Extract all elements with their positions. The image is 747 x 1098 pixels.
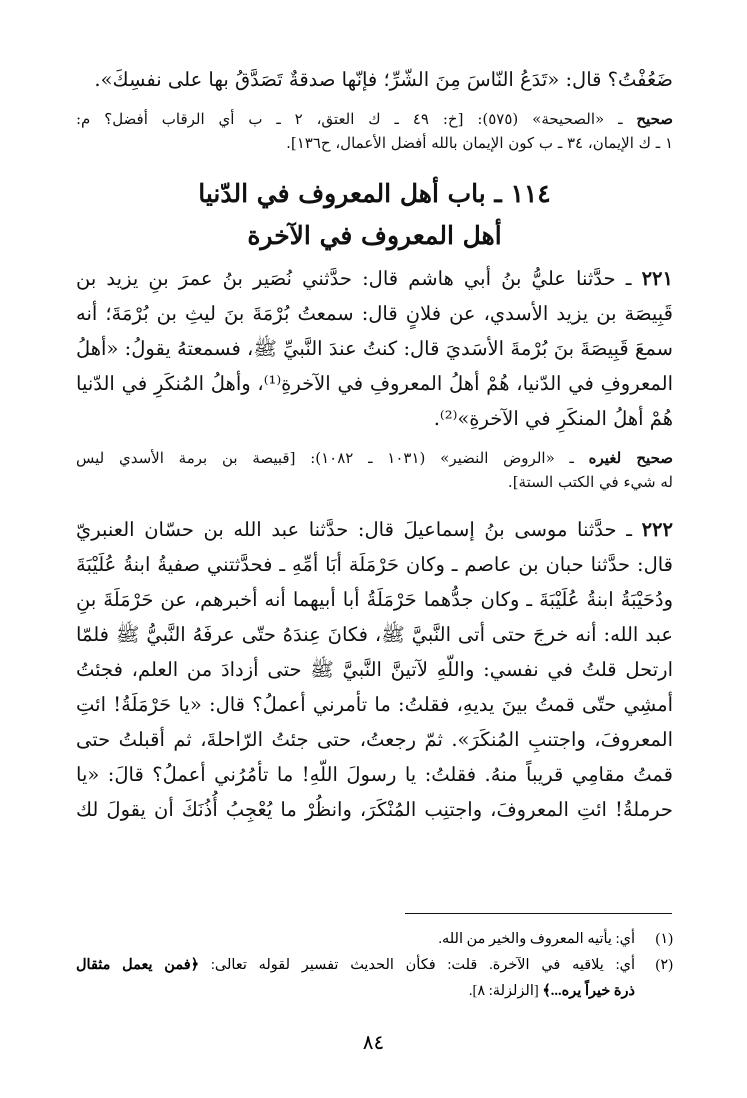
footnote-divider	[405, 913, 672, 914]
source-text: ـ «الصحيحة» (٥٧٥): [خ: ٤٩ ـ ك العتق، ٢ ـ ب أي الرقاب أفضل؟ م:	[76, 110, 637, 128]
hadith-text-line: المعروفَ، واجتنبِ المُنكَرَ». ثمّ رجعتُ، حتى جئتُ الرّاحلةَ، ثم أقبلتُ حتى	[76, 728, 673, 751]
footnote-text: [الزلزلة: ٨].	[468, 983, 543, 999]
hadith-text-line: ـ حدَّثنا عليُّ بنُ أبي هاشم قال: حدَّثني نُصَير بنُ عمرَ بنِ يزيد بن	[76, 267, 642, 290]
hadith-text-line: ارتحل قلتُ في نفسي: واللّهِ لآتينَّ النَّبيَّ ﷺ حتى أزدادَ من العلم، فجئتُ	[76, 658, 673, 681]
continuation-line	[76, 62, 673, 97]
hadith-222	[76, 512, 673, 827]
hadith-number: ٢٢٢	[641, 518, 673, 541]
quran-verse: ذرة خيراً يره...﴾	[542, 983, 635, 999]
grade-label: صحيح	[636, 110, 674, 128]
footnote-2	[76, 952, 673, 978]
page-number: ٨٤	[362, 1032, 385, 1054]
source-line-1	[76, 446, 673, 470]
source-line-1	[76, 107, 673, 131]
footnote-text: أي: يأتيه المعروف والخير من الله.	[438, 931, 635, 947]
footnote-2-cont	[76, 978, 673, 1004]
source-line-2: ١ ـ ك الإيمان، ٣٤ ـ ب كون الإيمان بالله أفضل الأعمال، ح١٣٦].	[286, 134, 673, 152]
hadith-text-line: هُمْ أهلُ المنكَرِ في الآخرةِ»⁽²⁾.	[433, 407, 673, 430]
continuation-text: ضَعُفْتُ؟ قال: «تَدَعُ النّاسَ مِنَ الشّرِّ؛ فإنّها صدقةٌ تَصَدَّقُ بها على نفسِكَ».	[94, 68, 673, 91]
hadith-number: ٢٢١	[641, 267, 673, 290]
hadith-221	[76, 261, 673, 436]
chapter-heading: ١١٤ ـ باب أهل المعروف في الدّنيا	[198, 179, 551, 208]
source-text: ـ «الروض النضير» (١٠٣١ ـ ١٠٨٢): [قبيصة بن برمة الأسدي ليس	[76, 449, 589, 467]
footnote-text: أي: يلاقيه في الآخرة. قلت: فكأن الحديث تفسير لقوله تعالى:	[199, 957, 635, 973]
hadith-text-line: أمشِي حتّى قمتُ بينَ يديهِ، فقلتُ: ما تأمرني أعملُ؟ قال: «يا حَرْمَلَةُ! ائتِ	[76, 693, 673, 716]
grade-label: صحيح لغيره	[588, 449, 673, 467]
hadith-text-line: قمتُ مقامِي قريباً منهُ. فقلتُ: يا رسولَ اللّهِ! ما تأمُرُني أعملُ؟ قالَ: «يا	[76, 763, 673, 786]
hadith-text-line: سمعَ قَبِيصَةَ بنَ بُرْمةَ الأسَديَ قال: كنتُ عندَ النَّبيِّ ﷺ، فسمعتهُ يقولُ: «أهلُ	[76, 337, 673, 360]
hadith-text-line: ـ حدَّثنا موسى بنُ إسماعيلَ قال: حدَّثنا عبد الله بن حسّان العنبريّ	[76, 518, 642, 541]
chapter-subheading: أهل المعروف في الآخرة	[247, 221, 502, 250]
source-line-2: له شيء في الكتب الستة].	[507, 473, 673, 491]
hadith-text-line: المعروفِ في الدّنيا، هُمْ أهلُ المعروفِ في الآخرةِ⁽¹⁾، وأهلُ المُنكَرِ في الدّنيا	[76, 372, 673, 395]
hadith-text-line: عبد الله: أنه خرجَ حتى أتى النَّبيَّ ﷺ، فكانَ عِندَهُ حتّى عرفَهُ النَّبيُّ ﷺ فلمّا	[76, 623, 673, 646]
hadith-text-line: ودُحَيْبَةُ ابنةُ عُلَيْبَةَ ـ وكان جدُّهما حَرْمَلَةُ أبا أبيهما أنه أخبرهم، عن حَرْمَلَةَ بنِ	[76, 588, 673, 611]
footnote-number: (٢)	[655, 957, 673, 973]
footnote-1	[76, 926, 673, 952]
quran-verse: ﴿فمن يعمل مثقال	[76, 957, 200, 973]
hadith-text-line: حرملةُ! ائتِ المعروفَ، واجتنِب المُنْكَرَ، وانظُرْ ما يُعْجِبُ أُذُنَكَ أن يقولَ لك	[76, 798, 673, 821]
footnote-number: (١)	[655, 931, 673, 947]
hadith-text-line: قَبِيصَة بن يزيد الأسدي، عن فلانٍ قال: سمعتُ بُرْمَةَ بنَ ليثِ بن بُرْمَةَ؛ أنه	[76, 302, 673, 325]
hadith-text-line: قال: حدَّثنا حبان بن عاصم ـ وكان حَرْمَلَة أبَا أمِّهِ ـ فحدَّثتني صفيةُ ابنةُ عُلَيْبَةَ	[76, 553, 673, 576]
footnotes	[76, 926, 673, 1004]
